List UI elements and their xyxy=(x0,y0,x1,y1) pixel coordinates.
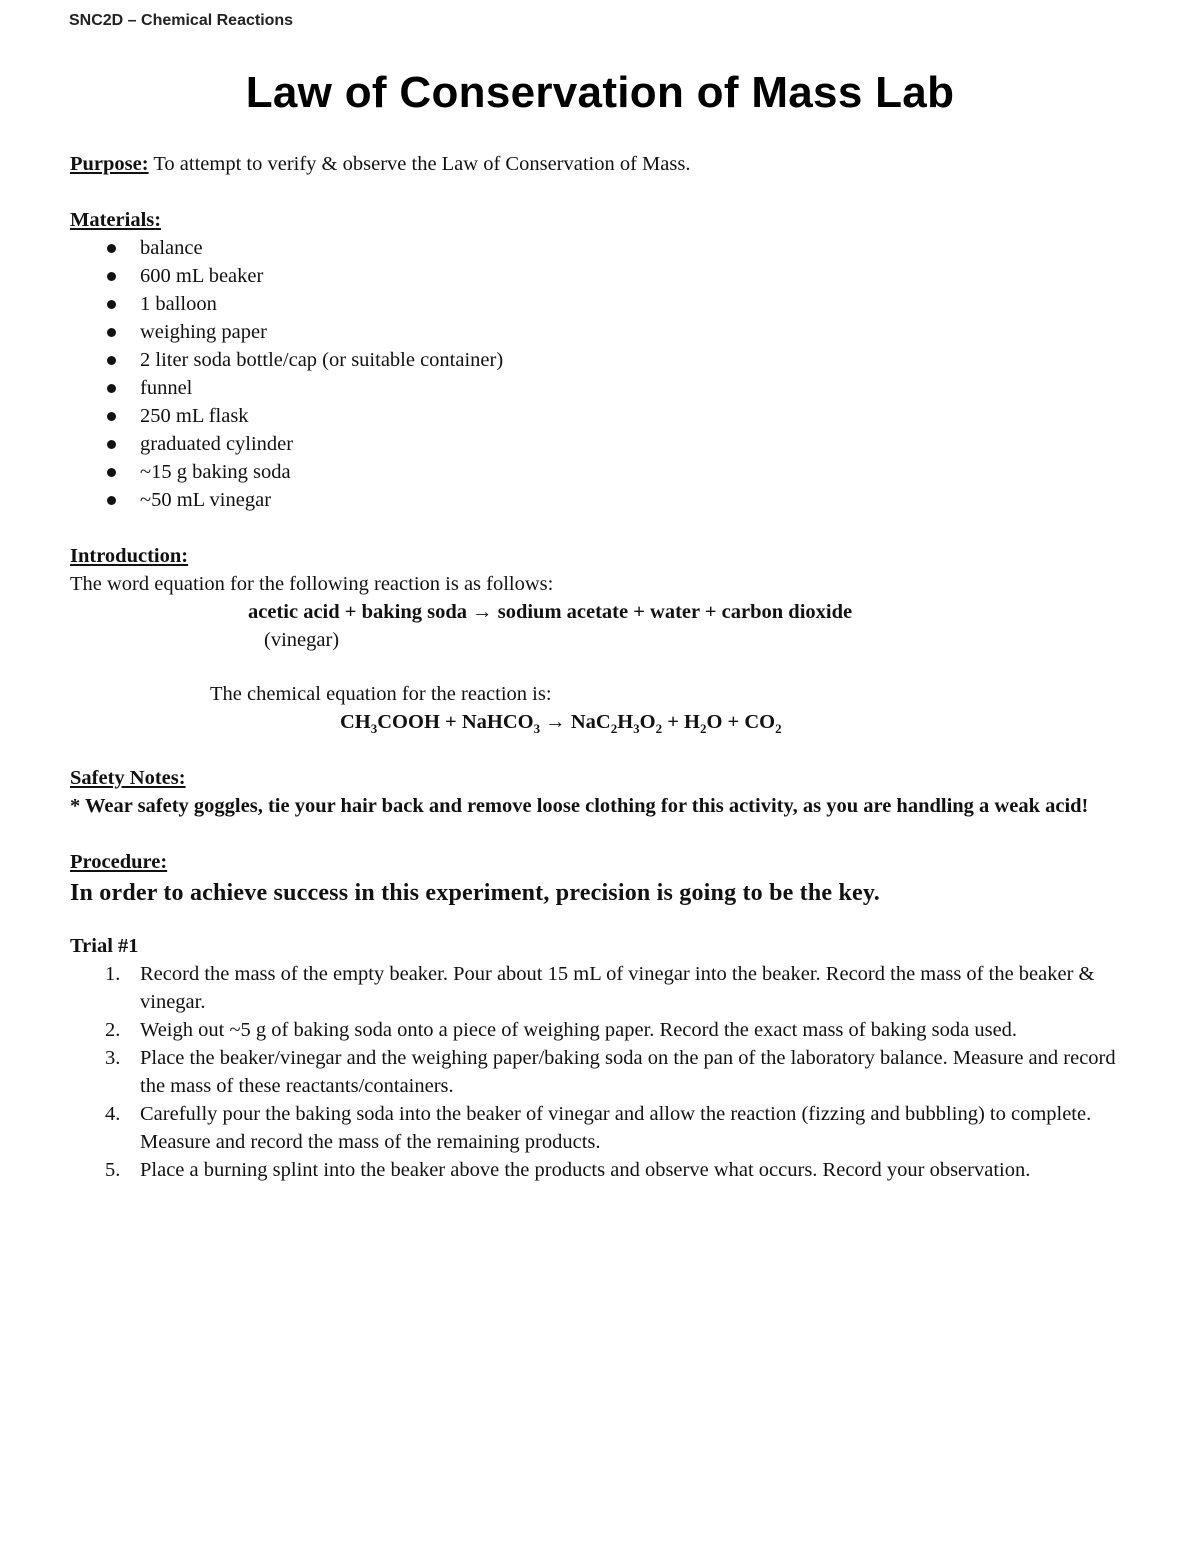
list-item: graduated cylinder xyxy=(140,430,1130,458)
chemical-equation: $CH_3COOH$ + NaHCO$_3$ → $NaC_2H_3O_2 + H_2O + CO_2$ xyxy=(340,711,782,737)
safety-label: Safety Notes: xyxy=(70,767,186,789)
introduction-label: Introduction: xyxy=(70,545,189,567)
purpose-section xyxy=(70,150,1130,178)
procedure-steps xyxy=(70,960,1130,1184)
list-item: 1 balloon xyxy=(140,290,1130,318)
page-title: Law of Conservation of Mass Lab xyxy=(245,68,955,117)
materials-list xyxy=(70,234,1130,514)
list-item: funnel xyxy=(140,374,1130,402)
chemical-equation-intro: The chemical equation for the reaction is: xyxy=(210,683,552,705)
materials-label: Materials: xyxy=(70,209,162,231)
course-header: SNC2D – Chemical Reactions xyxy=(69,12,294,29)
key-statement: In order to achieve success in this experiment, precision is going to be the key. xyxy=(70,880,880,906)
vinegar-note: (vinegar) xyxy=(264,629,340,651)
list-item: 4. Carefully pour the baking soda into the beaker of vinegar and allow the reaction (fizzing and bubbling) to complete. Measure and record the mass of the remaining products. xyxy=(105,1103,1092,1153)
list-item: 5. Place a burning splint into the beaker above the products and observe what occurs. Record your observation. xyxy=(105,1159,1031,1181)
word-equation: acetic acid + baking soda → sodium acetate + water + carbon dioxide xyxy=(248,601,853,623)
list-item: ~15 g baking soda xyxy=(140,458,1130,486)
list-item: 600 mL beaker xyxy=(140,262,1130,290)
list-item: 3. Place the beaker/vinegar and the weighing paper/baking soda on the pan of the laboratory balance. Measure and record the mass of these reactants/containers. xyxy=(105,1047,1116,1097)
list-item: 1. Record the mass of the empty beaker. Pour about 15 mL of vinegar into the beaker. Record the mass of the beaker & vinegar. xyxy=(105,963,1095,1013)
list-item: weighing paper xyxy=(140,318,1130,346)
trial-label: Trial #1 xyxy=(70,935,139,957)
list-item: balance xyxy=(140,234,1130,262)
document-body xyxy=(70,150,1130,1184)
procedure-label: Procedure: xyxy=(70,851,168,873)
introduction-text: The word equation for the following reaction is as follows: xyxy=(70,573,554,595)
purpose-label: Purpose: xyxy=(70,153,149,175)
purpose-text: To attempt to verify & observe the Law of Conservation of Mass. xyxy=(148,153,691,175)
list-item: ~50 mL vinegar xyxy=(140,486,1130,514)
list-item: 2 liter soda bottle/cap (or suitable container) xyxy=(140,346,1130,374)
list-item: 2. Weigh out ~5 g of baking soda onto a piece of weighing paper. Record the exact mass of baking soda used. xyxy=(105,1019,1018,1041)
list-item: 250 mL flask xyxy=(140,402,1130,430)
safety-text: * Wear safety goggles, tie your hair back and remove loose clothing for this activity, as you are handling a weak acid! xyxy=(70,795,1089,817)
